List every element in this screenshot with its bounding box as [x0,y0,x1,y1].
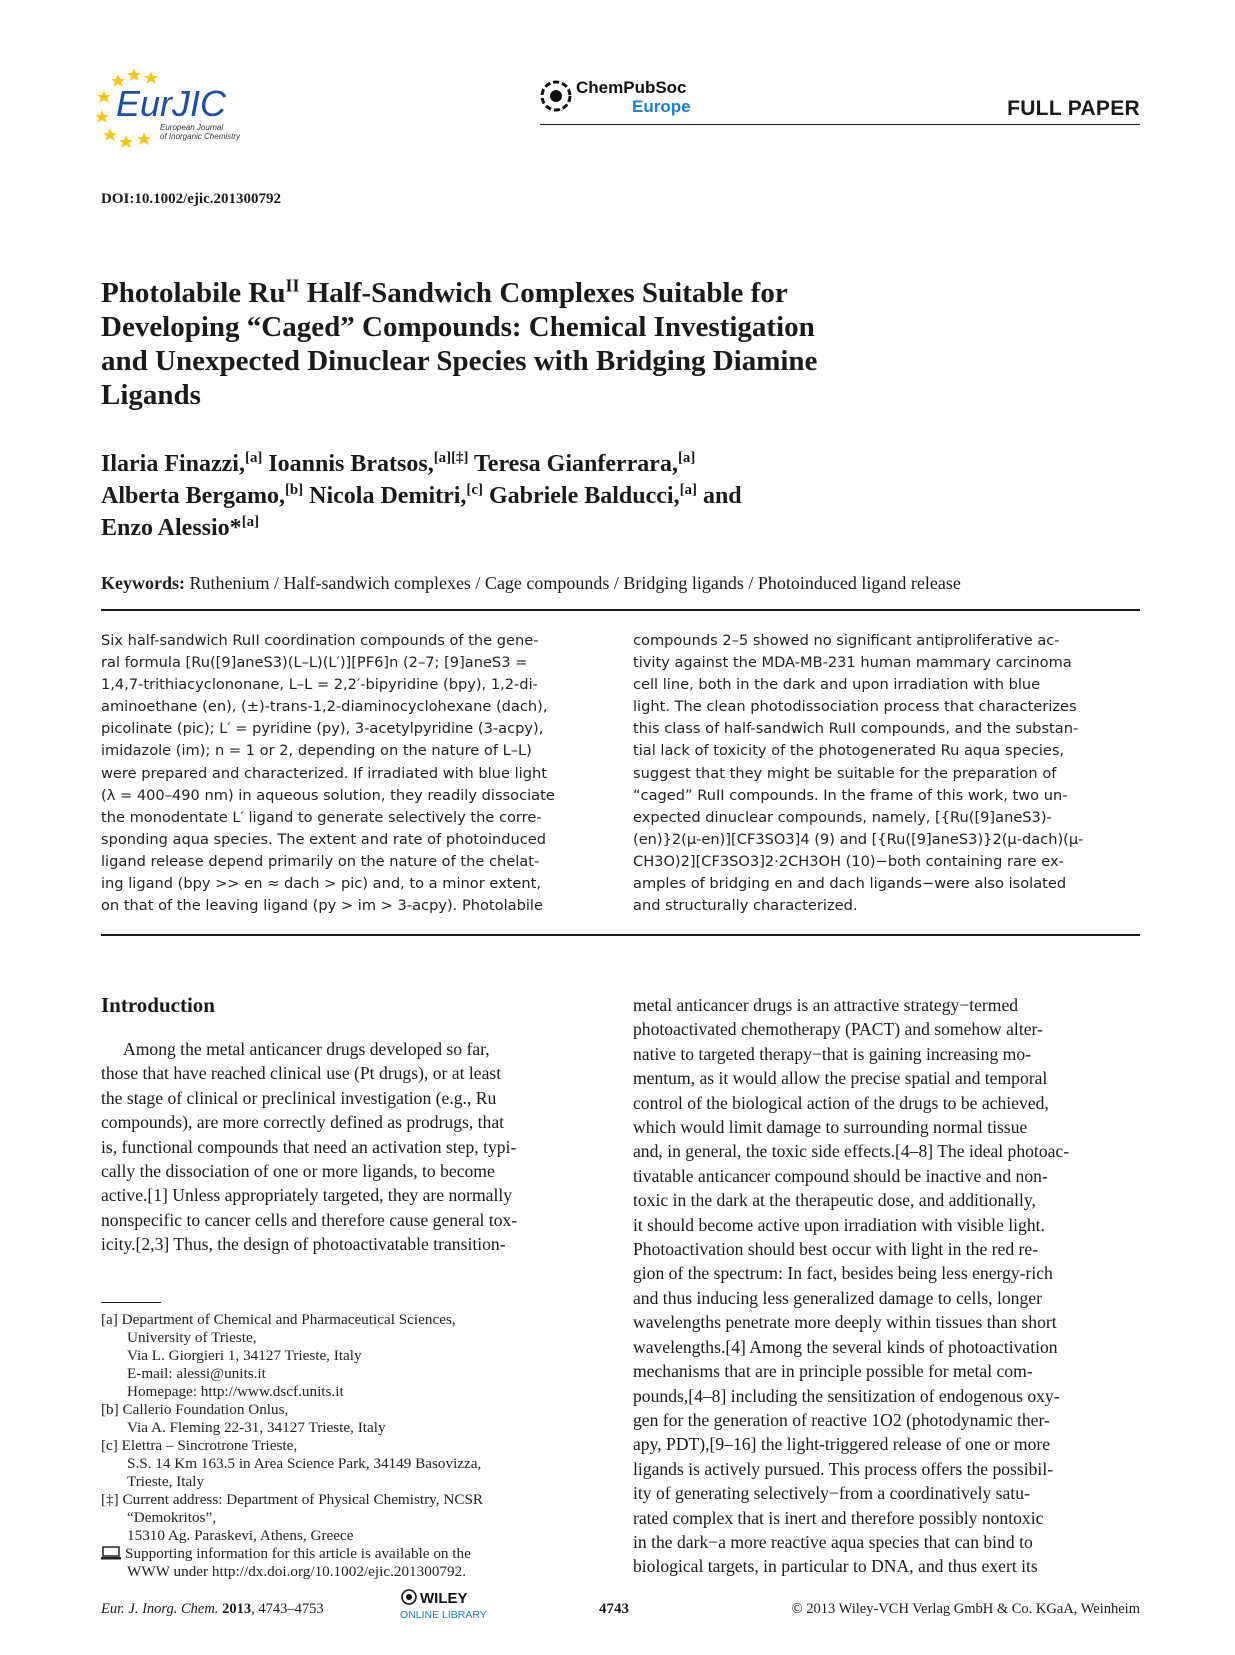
footnote-c: [c] Elettra – Sincrotrone Trieste, [101,1437,298,1454]
section-label: FULL PAPER [1007,97,1140,120]
svg-text:WILEY: WILEY [420,1590,468,1607]
keywords-label: Keywords: [101,573,185,593]
computer-icon [101,1546,121,1560]
keywords [101,573,1141,594]
footnote-current-address: [‡] Current address: Department of Physical Chemistry, NCSR [101,1491,484,1508]
page-number: 4743 [599,1601,629,1617]
svg-text:Europe: Europe [632,97,691,116]
section-heading-introduction: Introduction [101,993,215,1017]
svg-text:European Journal: European Journal [160,123,224,132]
author-line: Alberta Bergamo,[b] Nicola Demitri,[c] Gabriele Balducci,[a] and [101,482,742,509]
doi[interactable]: DOI:10.1002/ejic.201300792 [101,191,281,207]
footnote-a: [a] Department of Chemical and Pharmaceutical Sciences, [101,1311,456,1328]
svg-text:of Inorganic Chemistry: of Inorganic Chemistry [160,132,241,141]
header-rule [540,124,1140,125]
title-line: Ligands [101,379,201,411]
author-line: Ilaria Finazzi,[a] Ioannis Bratsos,[a][‡] Teresa Gianferrara,[a] [101,450,696,477]
abstract-bottom-rule [101,934,1140,936]
intro-left-column: Among the metal anticancer drugs developed so far, those that have reached clinical use (Pt drugs), or at least the stage of clinical or preclinical investigation (e.g., Ru compounds), are more correctly defined as prodrugs, that is, functional compounds that need an activation step, typi- cally the dissociation of one or more ligands, to become active.[1] Unless appropriately targeted, they are normally nonspecific to cancer cells and therefore cause general tox- icity.[2,3] Thus, the design of photoactivatable transition- [101,1039,518,1255]
svg-text:EurJIC: EurJIC [116,83,227,124]
title-line: Photolabile $Ru^{II}$ Half-Sandwich Complexes Suitable for [101,275,788,309]
title-line: and Unexpected Dinuclear Species with Bridging Diamine [101,345,818,377]
affiliation-footnotes: [a] Department of Chemical and Pharmaceutical Sciences, University of Trieste, Via L. Giorgieri 1, 34127 Trieste, Italy E-mail: alessi@units.it Homepage: http://www.dscf.units.it [b] Callerio Foundation Onlus, Via A. Fleming 22-31, 34127 Trieste, Italy [c] Elettra – Sincrotrone Trieste, S.S. 14 Km 163.5 in Area Science Park, 34149 Basovizza, Trieste, Italy [‡] Current address: Department of Physical Chemistry, NCSR “Demokritos”, 15310 Ag. Paraskevi, Athens, Greece Supporting information for this article is available on the WWW under http://dx.doi.org/10.1002/ejic.201300792. [101,1311,611,1581]
abstract-left-column: Six half-sandwich RuII coordination compounds of the gene- ral formula [Ru([9]aneS3)(L–L)(L′)][PF6]n (2–7; [9]aneS3 = 1,4,7-trithiacyclononane, L–L = 2,2′-bipyridine (bpy), 1,2-di- aminoethane (en), (±)-trans-1,2-diaminocyclohexane (dach), picolinate (pic); L′ = pyridine (py), 3-acetylpyridine (3-acpy), imidazole (im); n = 1 or 2, depending on the nature of L–L) were prepared and characterized. If irradiated with blue light (λ = 400–490 nm) in aqueous solution, they readily dissociate the monodentate L′ ligand to generate selectively the corre- sponding aqua species. The extent and rate of photoinduced ligand release depend primarily on the nature of the chelat- ing ligand (bpy >> en ≈ dach > pic) and, to a minor extent, on that of the leaving ligand (py > im > 3-acpy). Photolabile [101,632,555,915]
eurjic-logo [96,68,266,148]
intro-right-column: metal anticancer drugs is an attractive strategy−termed photoactivated chemotherapy (PACT) and somehow alter- native to targeted therapy−that is gaining increasing mo- mentum, as it would allow the precise spatial and temporal control of the biological action of the drugs to be achieved, which would limit damage to surrounding normal tissue and, in general, the toxic side effects.[4–8] The ideal photoac- tivatable anticancer compound should be inactive and non- toxic in the dark at the therapeutic dose, and additionally, it should become active upon irradiation with visible light. Photoactivation should best occur with light in the red re- gion of the spectrum: In fact, besides being less energy-rich and thus inducing less generalized damage to cells, longer wavelengths penetrate more deeply within tissues than short wavelengths.[4] Among the several kinds of photoactivation mechanisms that are in principle possible for metal com- pounds,[4–8] including the sensitization of endogenous oxy- gen for the generation of reactive 1O2 (photodynamic ther- apy, PDT),[9–16] the light-triggered release of one or more ligands is actively pursued. This process offers the possibil- ity of generating selectively−from a coordinatively satu- rated complex that is inert and therefore possibly nontoxic in the dark−a more reactive aqua species that can bind to biological targets, in particular to DNA, and thus exert its [633,995,1070,1577]
chempubsoc-emblem-icon [542,82,570,110]
footnote-b: [b] Callerio Foundation Onlus, [101,1401,289,1418]
chempubsoc-logo [540,76,715,116]
paper-title [101,276,901,412]
svg-text:ONLINE LIBRARY: ONLINE LIBRARY [400,1609,487,1621]
footnote-supporting-info: Supporting information for this article is available on the [101,1545,611,1563]
homepage-link: Homepage: http://www.dscf.units.it [127,1383,344,1400]
supporting-info-link: WWW under http://dx.doi.org/10.1002/ejic.201300792. [127,1563,467,1580]
author-line: Enzo Alessio*[a] [101,514,260,541]
copyright: © 2013 Wiley-VCH Verlag GmbH & Co. KGaA, Weinheim [791,1601,1140,1617]
footnote-rule [101,1302,161,1303]
abstract-top-rule [101,609,1140,611]
footer-citation: Eur. J. Inorg. Chem. 2013, 4743–4753 [101,1601,324,1617]
wiley-online-library-logo [400,1587,505,1623]
email-link: E-mail: alessi@units.it [127,1365,266,1382]
author-list [101,448,1001,544]
wiley-emblem-icon [402,1590,416,1604]
abstract-right-column: compounds 2–5 showed no significant antiproliferative ac- tivity against the MDA-MB-231 human mammary carcinoma cell line, both in the dark and upon irradiation with blue light. The clean photodissociation process that characterizes this class of half-sandwich RuII compounds, and the substan- tial lack of toxicity of the photogenerated Ru aqua species, suggest that they might be suitable for the preparation of “caged” RuII compounds. In the frame of this work, two un- expected dinuclear compounds, namely, [{Ru([9]aneS3)- (en)}2(μ-en)][CF3SO3]4 (9) and [{Ru([9]aneS3)}2(μ-dach)(μ- CH3O)2][CF3SO3]2·2CH3OH (10)−both containing rare ex- amples of bridging en and dach ligands−were also isolated and structurally characterized. [633,632,1084,915]
keywords-text: Ruthenium / Half-sandwich complexes / Cage compounds / Bridging ligands / Photoinduced ligand release [185,573,961,593]
title-line: Developing “Caged” Compounds: Chemical Investigation [101,311,815,343]
svg-text:ChemPubSoc: ChemPubSoc [576,78,687,97]
